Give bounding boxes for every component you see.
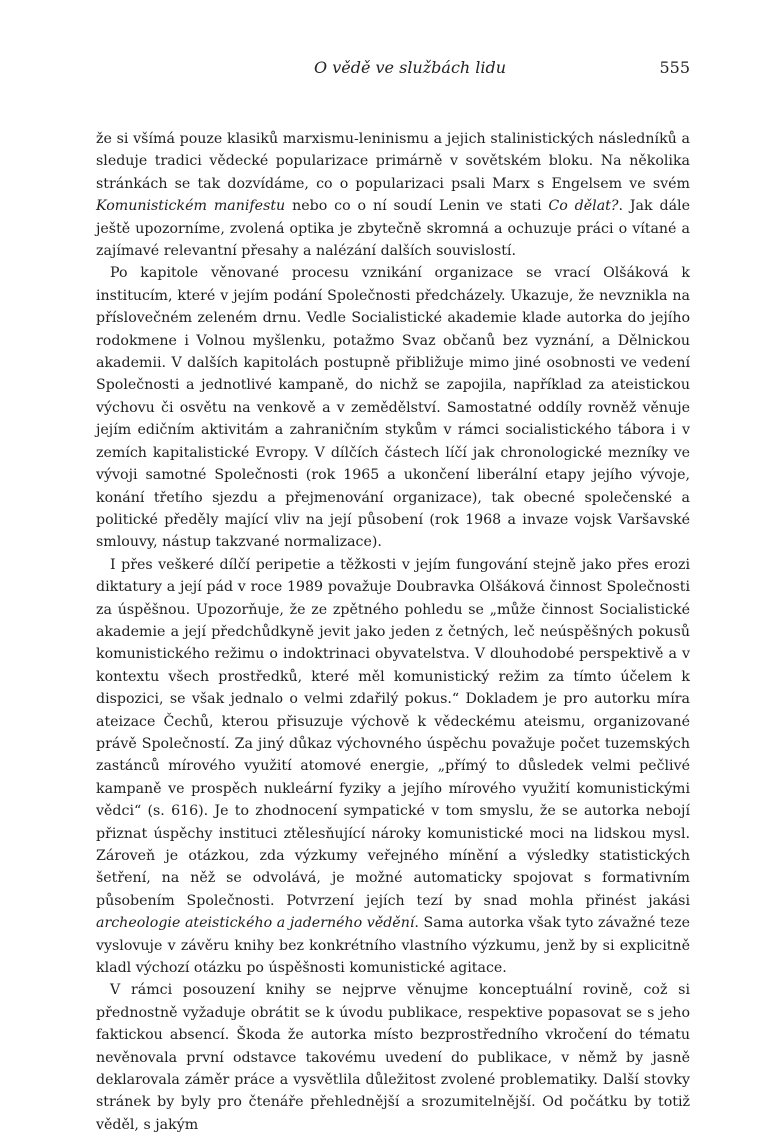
text-run: . Jak dále ještě upozorníme, zvolená optika je zbytečně skromná a ochuzuje práci o vítané a zajímavé relevantní přesahy a nalézání dalších souvislostí. bbox=[96, 198, 690, 260]
running-head bbox=[96, 58, 690, 84]
italic-title: Co dělat? bbox=[548, 198, 619, 215]
text-run: V rámci posouzení knihy se nejprve věnujme konceptuální rovině, což si přednostně vyžaduje obrátit se k úvodu publikace, respektive popasovat se s jeho faktickou absencí. Škoda že autorka místo bezprostředního vkročení do tématu nevěnovala první odstavce takovému uvedení do publikace, v němž by jasně deklarovala záměr práce a vysvětlila důležitost zvolené problematiky. Další stovky stránek by byly pro čtenáře přehlednější a srozumitelnější. Od počátku by totiž věděl, s jakým bbox=[96, 982, 690, 1133]
text-run: . Sama autorka však tyto závažné teze vyslovuje v závěru knihy bez konkrétního vlastního výzkumu, jenž by si explicitně kladl výchozí otázku po úspěšnosti komunistické agitace. bbox=[96, 915, 690, 977]
running-title: O vědě ve službách lidu bbox=[314, 58, 507, 77]
paragraph-3 bbox=[96, 554, 690, 980]
paragraph-1 bbox=[96, 128, 690, 262]
text-run: nebo co o ní soudí Lenin ve stati bbox=[285, 198, 549, 215]
text-run: že si všímá pouze klasiků marxismu-leninismu a jejich stalinistických následníků a sleduje tradici vědecké popularizace primárně v sovětském bloku. Na několika stránkách se tak dozvídáme, co o popularizaci psali Marx s Engelsem ve svém bbox=[96, 131, 690, 192]
italic-title: Komunistickém manifestu bbox=[96, 198, 286, 215]
text-run: Po kapitole věnované procesu vznikání organizace se vrací Olšáková k institucím, které v jejím podání Společnosti předcházely. Ukazuje, že nevznikla na příslovečném zeleném drnu. Vedle Socialistické akademie klade autorka do jejího rodokmene i Volnou myšlenku, potažmo Svaz občanů bez vyznání, a Dělnickou akademii. V dalších kapitolách postupně přibližuje mimo jiné osobnosti ve vedení Společnosti a jednotlivé kampaně, do nichž se zapojila, například za ateistickou výchovu či osvětu na venkově a v zemědělství. Samostatné oddíly rovněž věnuje jejím edičním aktivitám a zahraničním stykům v rámci socialistického tábora i v zemích kapitalistické Evropy. V dílčích částech líčí jak chronologické mezníky ve vývoji samotné Společnosti (rok 1965 a ukončení liberální etapy jejího vývoje, konání třetího sjezdu a přejmenování organizace), tak obecné společenské a politické předěly mající vliv na její působení (rok 1968 a invaze vojsk Varšavské smlouvy, nástup takzvané normalizace). bbox=[96, 265, 690, 551]
page-number: 555 bbox=[659, 58, 690, 77]
paragraph-2 bbox=[96, 262, 690, 553]
paragraph-4 bbox=[96, 979, 690, 1136]
text-run: I přes veškeré dílčí peripetie a těžkosti v jejím fungování stejně jako přes erozi diktatury a její pád v roce 1989 považuje Doubravka Olšáková činnost Společnosti za úspěšnou. Upozorňuje, že ze zpětného pohledu se „může činnost Socialistické akademie a její předchůdkyně jevit jako jeden z četných, leč neúspěšných pokusů komunistického režimu o indoktrinaci obyvatelstva. V dlouhodobé perspektivě a v kontextu všech prostředků, které měl komunistický režim za tímto účelem k dispozici, se však jednalo o velmi zdařilý pokus.“ Dokladem je pro autorku míra ateizace Čechů, kterou přisuzuje výchově k vědeckému ateismu, organizované právě Společností. Za jiný důkaz výchovného úspěchu považuje počet tuzemských zastánců mírového využití atomové energie, „přímý to důsledek velmi pečlivé kampaně ve prospěch nukleární fyziky a jejího mírového využití komunistickými vědci“ (s. 616). Je to zhodnocení sympatické v tom smyslu, že se autorka nebojí přiznat úspěchy instituci ztělesňující nároky komunistické moci na lidskou mysl. Zároveň je otázkou, zda výzkumy veřejného mínění a výsledky statistických šetření, na něž se odvolává, je možné automaticky spojovat s formativním působením Společnosti. Potvrzení jejích tezí by snad mohla přinést jakási bbox=[96, 556, 690, 909]
italic-phrase: archeologie ateistického a jaderného vědění bbox=[96, 915, 415, 932]
body-text bbox=[96, 128, 690, 1136]
